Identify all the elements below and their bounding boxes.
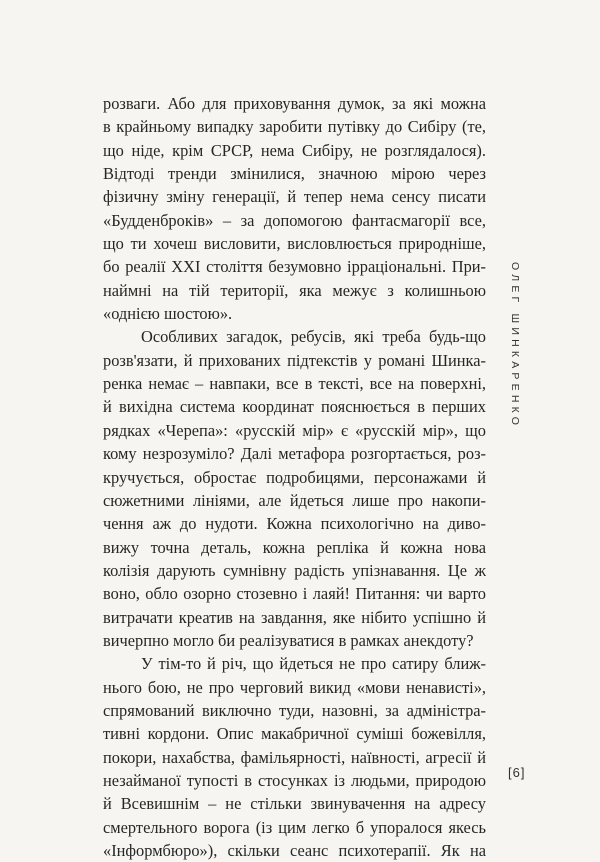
- text-line: що ти хочеш висловити, висловлюється природніше,: [103, 234, 486, 254]
- page-number-value: 6: [512, 765, 521, 780]
- text-line: й Всевишнім – не стільки звинувачення на адресу: [103, 794, 486, 814]
- text-line: нього бою, не про черговий викид «мови ненависті»,: [103, 677, 486, 697]
- text-line: «Будденброків» – за допомогою фантасмагорії все,: [103, 210, 486, 230]
- text-line: витрачати креатив на завдання, яке нібито успішно й: [103, 607, 486, 627]
- text-line: й вихідна система координат пояснюється в перших: [103, 397, 486, 417]
- page-number-open-bracket: [: [508, 765, 513, 780]
- text-line: фізичну зміну генерації, й тепер нема сенсу писати: [103, 187, 486, 207]
- body-text: [103, 92, 486, 862]
- text-line: воно, обло озорно стозевно і лаяй! Питання: чи варто: [103, 584, 486, 604]
- text-line: чення аж до нудоти. Кожна психологічно на диво-: [103, 514, 486, 534]
- running-head-author: ОЛЕГ ШИНКАРЕНКО: [509, 262, 521, 430]
- text-line: У тім-то й річ, що йдеться не про сатиру ближ-: [141, 654, 486, 674]
- text-line: в крайньому випадку заробити путівку до Сибіру (те,: [103, 117, 486, 137]
- text-line: Особливих загадок, ребусів, які треба будь-що: [141, 327, 486, 347]
- text-line: бо реалії XXI століття безумовно ірраціональні. При-: [103, 257, 486, 277]
- text-line: кому незрозуміло? Далі метафора розгортається, роз-: [103, 444, 486, 464]
- text-line: спрямований виключно туди, назовні, за адміністра-: [103, 700, 486, 720]
- text-line: ренка немає – навпаки, все в тексті, все на поверхні,: [103, 374, 486, 394]
- text-line: колізія дарують сумнівну радість упізнавання. Це ж: [103, 560, 486, 580]
- text-line: рядках «Черепа»: «русскій мір» є «русскій мір», що: [103, 420, 486, 440]
- text-line: розваги. Або для приховування думок, за які можна: [103, 94, 486, 113]
- text-line: незайманої тупості в стосунках із людьми, природою: [103, 770, 486, 790]
- page-number: [508, 765, 525, 780]
- text-line: тивні кордони. Опис макабричної суміші божевілля,: [103, 724, 486, 744]
- text-line: покори, нахабства, фамільярності, наївності, агресії й: [103, 747, 486, 767]
- text-line: що ніде, крім СРСР, нема Сибіру, не розглядалося).: [103, 140, 486, 160]
- text-line: кручується, обростає подробицями, персонажами й: [103, 467, 486, 487]
- text-line: вичерпно могло би реалізуватися в рамках анекдоту?: [103, 630, 474, 650]
- text-line: смертельного ворога (із цим легко б упоралося якесь: [103, 817, 486, 837]
- text-line: розв'язати, й прихованих підтекстів у романі Шинка-: [103, 350, 486, 370]
- text-line: «однією шостою».: [103, 304, 233, 324]
- page-number-close-bracket: ]: [520, 765, 526, 780]
- text-line: Відтоді тренди змінилися, значною мірою через: [103, 164, 486, 184]
- text-line: «Інформбюро»), скільки сеанс психотерапії. Як на: [103, 841, 486, 860]
- text-line: вижу точна деталь, кожна репліка й кожна нова: [103, 537, 486, 557]
- text-line: сюжетними лініями, але йдеться лише про накопи-: [103, 490, 486, 510]
- text-line: наймні на тій території, яка межує з колишньою: [103, 280, 486, 300]
